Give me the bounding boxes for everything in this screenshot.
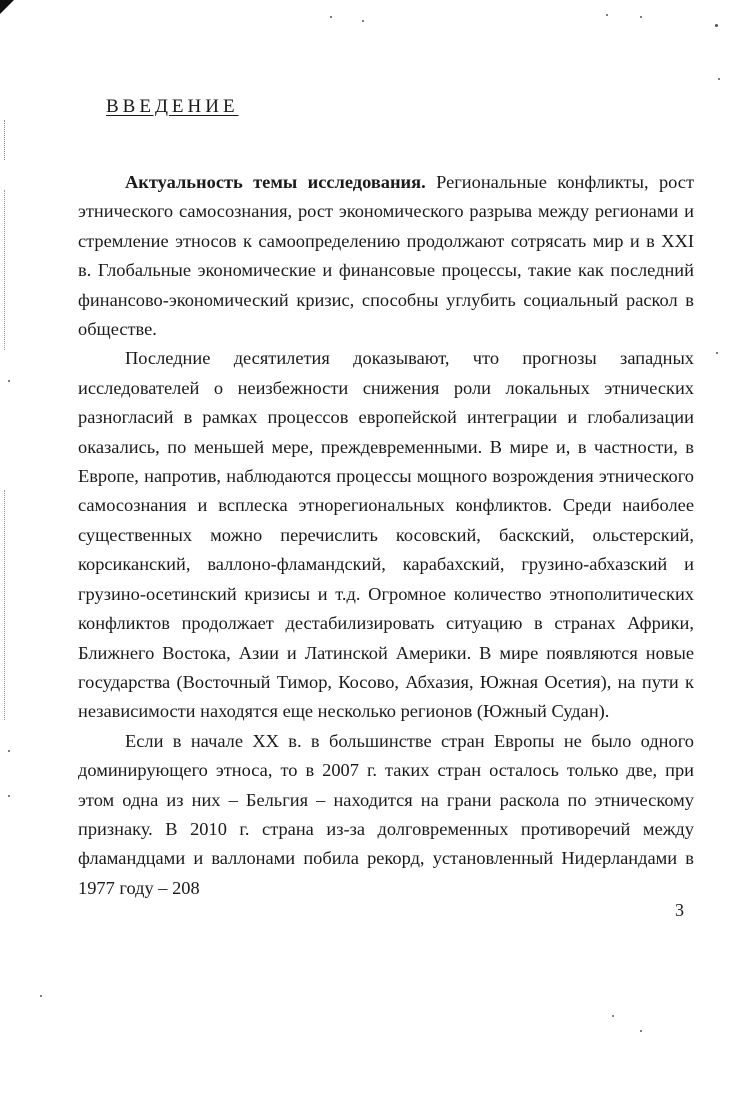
scan-edge-marks [4, 190, 8, 350]
scan-speck [362, 20, 364, 22]
scan-speck [718, 78, 720, 80]
scan-speck [715, 24, 718, 27]
paragraph-1 [78, 168, 694, 344]
scan-speck [640, 16, 642, 18]
scan-speck [330, 16, 332, 18]
paragraph-3: Если в начале XX в. в большинстве стран Европы не было одного доминирующего этноса, то в 2007 г. таких стран осталось только две, при этом одна из них – Бельгия – находится на грани раскола по этническому признаку. В 2010 г. страна из-за долговременных противоречий между фламандцами и валлонами побила рекорд, установленный Нидерландами в 1977 году – 208 [78, 730, 694, 898]
scan-speck [8, 795, 10, 797]
scan-edge-marks [4, 120, 8, 160]
scan-edge-marks [4, 490, 8, 720]
paragraph-1-lead: Актуальность темы исследования. [125, 172, 426, 192]
body-text [78, 168, 694, 903]
scan-speck [40, 995, 42, 997]
paragraph-1-text: Региональные конфликты, рост этнического самосознания, рост экономического разрыва между регионами и стремление этносов к самоопределению продолжают сотрясать мир и в XXI в. Глобальные экономические и финансовые процессы, такие как последний финансово-экономический кризис, способны углубить социальный раскол в обществе. [78, 172, 694, 340]
page-number: 3 [675, 900, 684, 920]
scan-corner-mark [0, 0, 14, 14]
scan-speck [8, 750, 10, 752]
scan-speck [640, 1030, 642, 1032]
section-heading: ВВЕДЕНИЕ [106, 96, 239, 117]
paragraph-2: Последние десятилетия доказывают, что прогнозы западных исследователей о неизбежности снижения роли локальных этнических разногласий в рамках процессов европейской интеграции и глобализации оказались, по меньшей мере, преждевременными. В мире и, в частности, в Европе, напротив, наблюдаются процессы мощного возрождения этнического самосознания и всплеска этнорегиональных конфликтов. Среди наиболее существенных можно перечислить косовский, баскский, ольстерский, корсиканский, валлоно-фламандский, карабахский, грузино-абхазский и грузино-осетинский кризисы и т.д. Огромное количество этнополитических конфликтов продолжает дестабилизировать ситуацию в странах Африки, Ближнего Востока, Азии и Латинской Америки. В мире появляются новые государства (Восточный Тимор, Косово, Абхазия, Южная Осетия), на пути к независимости находятся еще несколько регионов (Южный Судан). [78, 348, 694, 722]
scan-speck [606, 14, 608, 16]
scan-speck [716, 352, 718, 354]
scan-speck [8, 380, 10, 382]
scan-speck [612, 1015, 614, 1017]
